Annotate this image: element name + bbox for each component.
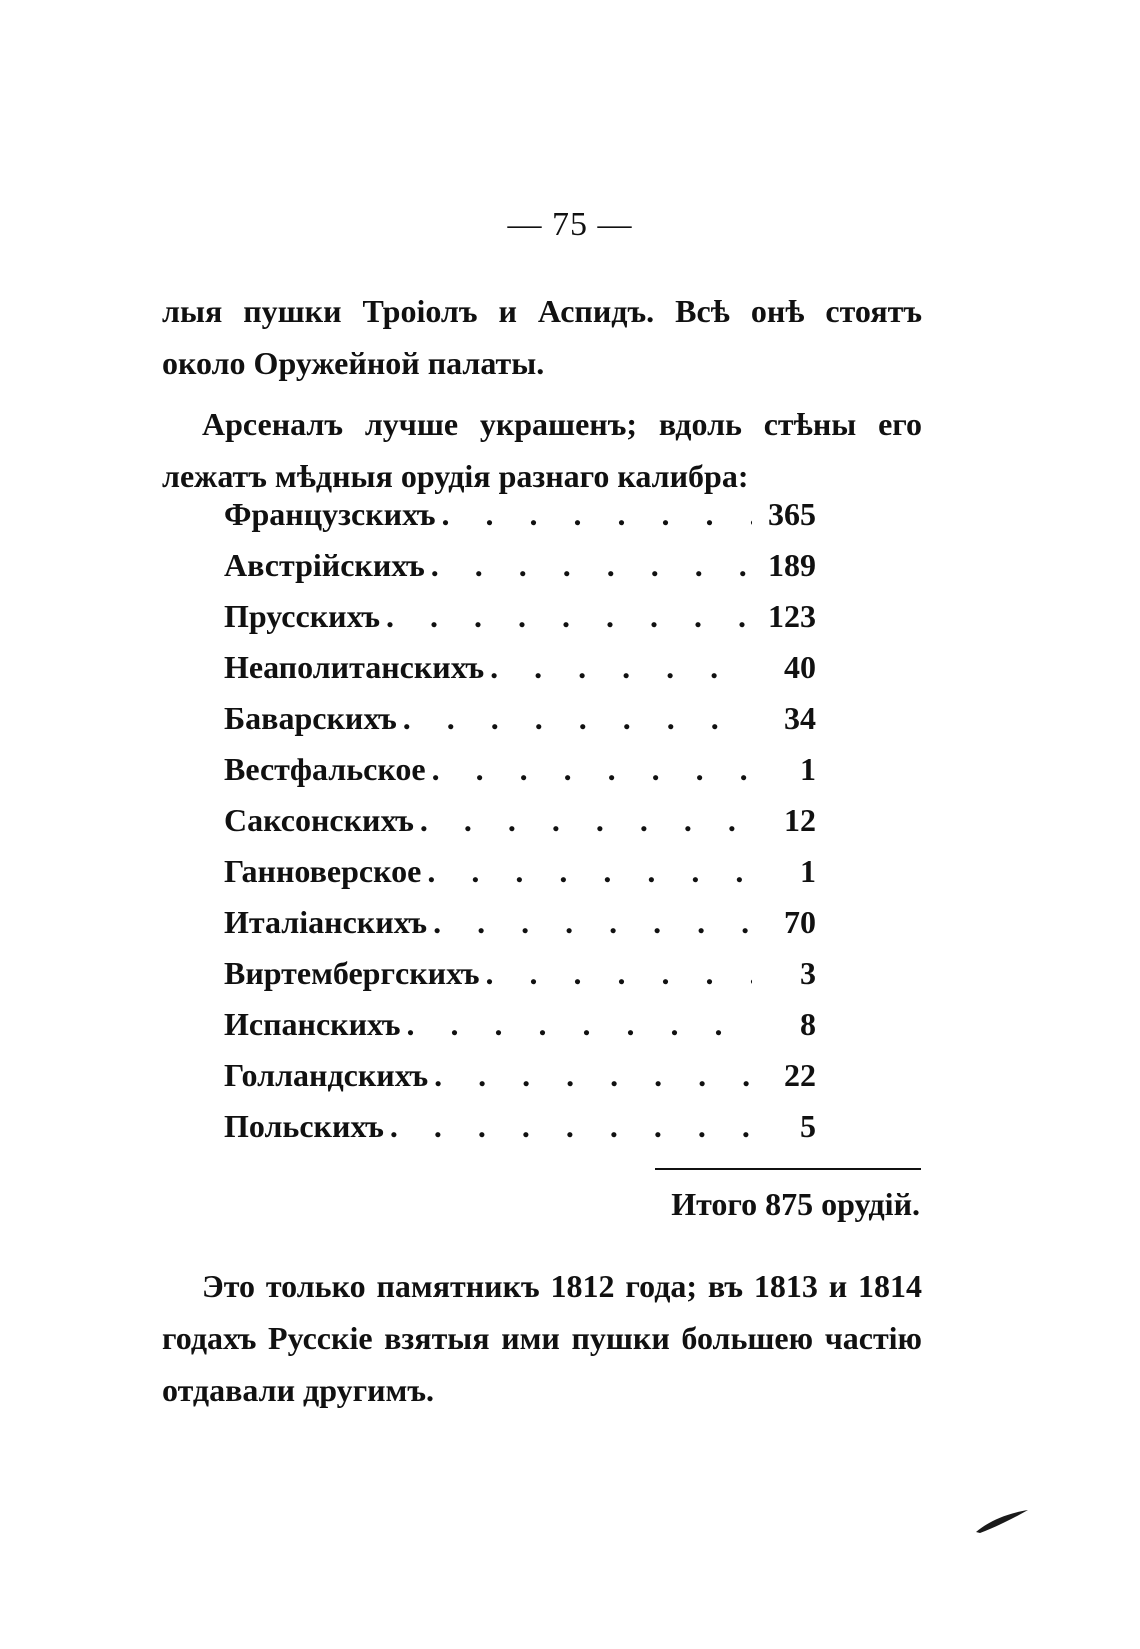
inventory-row <box>224 598 816 649</box>
paragraph-conclusion: Это только памятникъ 1812 года; въ 1813 и 1814 годахъ Русскіе взятыя ими пушки большею частію отдавали другимъ. <box>162 1268 922 1408</box>
inventory-count: 22 <box>784 1057 816 1093</box>
dot-leader <box>386 598 752 635</box>
inventory-count: 3 <box>800 955 816 991</box>
inventory-nationality: Италіанскихъ <box>224 904 428 940</box>
inventory-count: 1 <box>800 751 816 787</box>
inventory-nationality: Саксонскихъ <box>224 802 414 838</box>
inventory-count: 123 <box>768 598 816 634</box>
inventory-nationality: Французскихъ <box>224 496 436 532</box>
dot-leader <box>442 496 752 533</box>
inventory-row <box>224 802 816 853</box>
inventory-row <box>224 547 816 598</box>
dot-leader <box>434 1057 752 1094</box>
inventory-row <box>224 751 816 802</box>
inventory-nationality: Голландскихъ <box>224 1057 429 1093</box>
inventory-nationality: Прусскихъ <box>224 598 380 634</box>
dot-leader <box>431 547 752 584</box>
dot-leader <box>420 802 752 839</box>
inventory-nationality: Испанскихъ <box>224 1006 401 1042</box>
inventory-count: 40 <box>784 649 816 685</box>
paragraph-arsenal: Арсеналъ лучше украшенъ; вдоль стѣны его лежатъ мѣдныя орудія разнаго калибра: <box>162 406 922 494</box>
dot-leader <box>390 1108 752 1145</box>
inventory-nationality: Баварскихъ <box>224 700 397 736</box>
inventory-nationality: Вестфальское <box>224 751 426 787</box>
total-rule <box>655 1168 921 1170</box>
inventory-count: 8 <box>800 1006 816 1042</box>
inventory-nationality: Виртембергскихъ <box>224 955 480 991</box>
inventory-row <box>224 1057 816 1108</box>
dot-leader <box>433 904 752 941</box>
inventory-row <box>224 700 816 751</box>
cannon-inventory-list <box>224 496 816 1159</box>
inventory-nationality: Ганноверское <box>224 853 422 889</box>
inventory-count: 365 <box>768 496 816 532</box>
inventory-row <box>224 496 816 547</box>
inventory-row <box>224 904 816 955</box>
inventory-row <box>224 649 816 700</box>
inventory-row <box>224 1006 816 1057</box>
inventory-row <box>224 853 816 904</box>
ink-smudge <box>974 1508 1030 1534</box>
dot-leader <box>406 1006 752 1043</box>
dot-leader <box>432 751 752 788</box>
dot-leader <box>403 700 752 737</box>
inventory-nationality: Польскихъ <box>224 1108 384 1144</box>
inventory-nationality: Неаполитанскихъ <box>224 649 485 685</box>
inventory-count: 5 <box>800 1108 816 1144</box>
dot-leader <box>486 955 753 992</box>
inventory-count: 1 <box>800 853 816 889</box>
dot-leader <box>427 853 752 890</box>
dot-leader <box>490 649 752 686</box>
inventory-total: Итого 875 орудій. <box>671 1186 920 1222</box>
inventory-count: 189 <box>768 547 816 583</box>
inventory-count: 70 <box>784 904 816 940</box>
inventory-count: 12 <box>784 802 816 838</box>
inventory-row <box>224 1108 816 1159</box>
inventory-nationality: Австрійскихъ <box>224 547 425 583</box>
page-number: — 75 — <box>507 206 633 243</box>
inventory-count: 34 <box>784 700 816 736</box>
inventory-row <box>224 955 816 1006</box>
paragraph-intro: лыя пушки Троіолъ и Аспидъ. Всѣ онѣ стоятъ около Оружейной палаты. <box>162 293 922 381</box>
